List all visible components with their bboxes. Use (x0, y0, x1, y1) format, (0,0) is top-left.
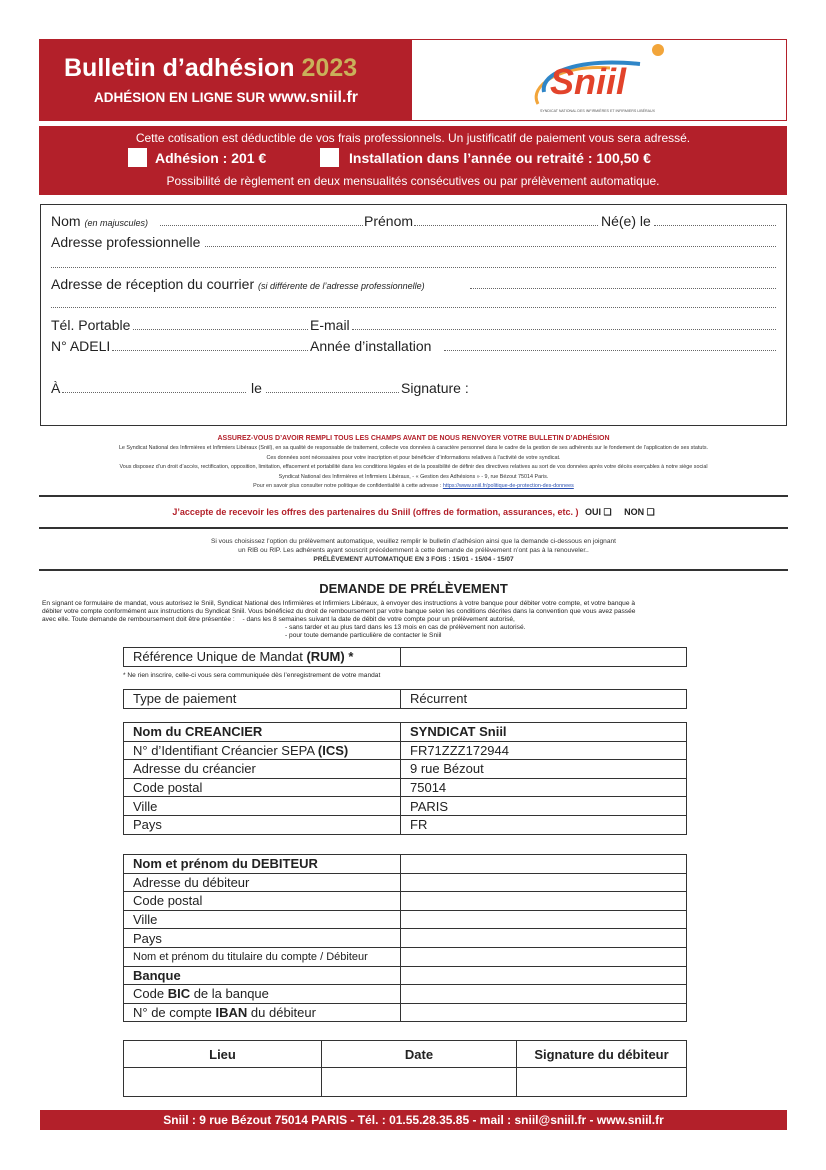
cotisation-band (39, 126, 787, 195)
bic-field[interactable] (401, 985, 687, 1004)
rum-field[interactable] (401, 648, 687, 667)
payment-type-table (123, 689, 687, 709)
banque-field[interactable] (401, 966, 687, 985)
nom-field[interactable] (160, 225, 363, 226)
adresse-pro-field[interactable] (205, 246, 776, 247)
nom-label: Nom (en majuscules) (51, 213, 148, 229)
table-row: Pays FR (124, 815, 687, 834)
warning-note: ASSUREZ-VOUS D’AVOIR REMPLI TOUS LES CHAMPS AVANT DE NOUS RENVOYER VOTRE BULLETIN D’ADHÉSION (217, 435, 610, 442)
debiteur-name-field[interactable] (401, 855, 687, 874)
payment-type-value: Récurrent (401, 690, 687, 709)
adresse-courrier-field[interactable] (470, 288, 776, 289)
lieu-header: Lieu (124, 1041, 322, 1068)
divider (39, 569, 788, 571)
debiteur-postcode-field[interactable] (401, 892, 687, 911)
website-link[interactable]: www.sniil.fr (268, 89, 358, 106)
date-header: Date (322, 1041, 517, 1068)
email-field[interactable] (352, 329, 776, 330)
footer-contact: Sniil : 9 rue Bézout 75014 PARIS - Tél. : 01.55.28.35.85 - mail : sniil@sniil.fr - www.sniil.fr (40, 1110, 787, 1130)
creancier-table (123, 722, 687, 835)
title-year: 2023 (301, 54, 358, 82)
table-row: N° de compte IBAN du débiteur (124, 1003, 687, 1022)
rum-table (123, 647, 687, 667)
adhesion-checkbox[interactable] (128, 148, 147, 167)
birthdate-field[interactable] (654, 225, 776, 226)
online-subtitle: ADHÉSION EN LIGNE SUR www.sniil.fr (94, 89, 358, 106)
tel-field[interactable] (133, 329, 308, 330)
adeli-field[interactable] (112, 350, 308, 351)
partners-oui-checkbox[interactable]: OUI ❑ (585, 507, 612, 517)
adresse-courrier-field-2[interactable] (51, 307, 776, 308)
prenom-field[interactable] (414, 225, 598, 226)
table-row: Code BIC de la banque (124, 985, 687, 1004)
table-row (124, 648, 687, 667)
rgpd-line-4: Syndicat National des Infirmières et Infirmiers Libéraux, - « Gestion des Adhésions » - 9, rue Bézout 75014 Paris. (278, 474, 549, 480)
mandat-title: DEMANDE DE PRÉLÈVEMENT (319, 581, 508, 596)
signature-header: Signature du débiteur (517, 1041, 687, 1068)
adresse-pro-field-2[interactable] (51, 267, 776, 268)
table-row: Ville (124, 910, 687, 929)
lieu-field[interactable] (62, 392, 246, 393)
deductible-note: Cette cotisation est déductible de vos frais professionnels. Un justificatif de paiement vous sera adressé. (135, 131, 691, 145)
table-row: Nom et prénom du DEBITEUR (124, 855, 687, 874)
payment-options-note: Possibilité de règlement en deux mensualités consécutives ou par prélèvement automatique. (166, 174, 660, 188)
partners-non-checkbox[interactable]: NON ❑ (624, 507, 655, 517)
sniil-logo (520, 42, 670, 118)
table-row: Code postal 75014 (124, 778, 687, 797)
signature-label: Signature : (401, 380, 469, 396)
signature-table (123, 1040, 687, 1097)
rgpd-line-1: Le Syndicat National des Infirmières et Infirmiers Libéraux (Sniil), en sa qualité de responsable de traitement, collecte vos données à caractère personnel dans le cadre de la gestion de ses adhérents sur le fondement de l’application de ses statuts. (118, 445, 709, 451)
table-row: Banque (124, 966, 687, 985)
table-row: Ville PARIS (124, 797, 687, 816)
rum-label: Référence Unique de Mandat (RUM) * (124, 648, 401, 667)
annee-label: Année d’installation (310, 338, 432, 354)
adresse-courrier-label: Adresse de réception du courrier (si différente de l’adresse professionnelle) (51, 276, 425, 292)
debiteur-address-field[interactable] (401, 873, 687, 892)
privacy-policy-link[interactable]: https://www.sniil.fr/politique-de-protection-des-donnees (442, 483, 574, 489)
svg-text:SYNDICAT NATIONAL DES INFIRMIÈ: SYNDICAT NATIONAL DES INFIRMIÈRES ET INFIRMIERS LIBÉRAUX (540, 109, 656, 113)
divider (39, 495, 788, 497)
annee-field[interactable] (444, 350, 776, 351)
adeli-label: N° ADELI (51, 338, 111, 354)
table-row (124, 1068, 687, 1097)
adhesion-price-label: Adhésion : 201 € (155, 150, 267, 166)
table-row: Adresse du créancier 9 rue Bézout (124, 760, 687, 779)
prelevement-note-1: Si vous choisissez l’option du prélèvement automatique, veuillez remplir le bulletin d’adhésion ainsi que la demande ci-dessous en joignant (210, 538, 617, 545)
installation-price-label: Installation dans l’année ou retraité : 100,50 € (349, 150, 651, 166)
tel-label: Tél. Portable (51, 317, 131, 333)
table-row (124, 1041, 687, 1068)
debiteur-table (123, 854, 687, 1022)
rgpd-line-5: Pour en savoir plus consulter notre politique de confidentialité à cette adresse : https://www.sniil.fr/politique-de-protection-des-donnees (253, 483, 574, 489)
table-row: Nom et prénom du titulaire du compte / Débiteur (124, 947, 687, 966)
divider (39, 527, 788, 529)
rum-note: * Ne rien inscrire, celle-ci vous sera communiquée dès l’enregistrement de votre mandat (123, 672, 381, 679)
table-row (124, 690, 687, 709)
payment-type-label: Type de paiement (124, 690, 401, 709)
prelevement-schedule: PRÉLÈVEMENT AUTOMATIQUE EN 3 FOIS : 15/01 - 15/04 - 15/07 (313, 556, 514, 563)
table-row: Code postal (124, 892, 687, 911)
partners-consent: J’accepte de recevoir les offres des partenaires du Sniil (offres de formation, assurances, etc. ) OUI ❑ NON ❑ (172, 507, 655, 517)
date-input[interactable] (322, 1068, 517, 1097)
installation-checkbox[interactable] (320, 148, 339, 167)
table-row: Nom du CREANCIER SYNDICAT Sniil (124, 723, 687, 742)
adresse-pro-label: Adresse professionnelle (51, 234, 201, 250)
mandat-intro: En signant ce formulaire de mandat, vous autorisez le Sniil, Syndicat National des Infirmières et Infirmiers Libéraux, à envoyer des instructions à votre banque pour débiter votre compte, et votre banque à débiter votre compte conformément aux instructions du Syndicat Sniil. Vous bénéficiez du droit de remboursement par votre banque selon les conditions décrites dans la convention que vous avez passée avec elle. Toute demande de remboursement doit être présentée : - dans les 8 semaines suivant la date de débit de votre compte pour un prélèvement autorisé, - sans tarder et au plus tard dans les 13 mois en cas de prélèvement non autorisé. - pour toute demande particulière de contacter le Sniil (42, 600, 636, 639)
rgpd-line-2: Ces données sont nécessaires pour votre inscription et pour bénéficier d’informations relatives à l’activité de votre syndicat. (266, 455, 561, 461)
prelevement-note-2: un RIB ou RIP. Les adhérents ayant souscrit précédemment à cette demande de prélèvement n’ont pas à la renouveler.. (238, 547, 589, 554)
date-field[interactable] (266, 392, 399, 393)
debiteur-country-field[interactable] (401, 929, 687, 948)
lieu-input[interactable] (124, 1068, 322, 1097)
debiteur-city-field[interactable] (401, 910, 687, 929)
birthdate-label: Né(e) le (601, 213, 651, 229)
iban-field[interactable] (401, 1003, 687, 1022)
table-row: Adresse du débiteur (124, 873, 687, 892)
svg-text:Sniil: Sniil (550, 61, 627, 102)
page-title: Bulletin d’adhésion 2023 (64, 54, 358, 82)
titulaire-field[interactable] (401, 947, 687, 966)
rgpd-line-3: Vous disposez d’un droit d’accès, rectification, opposition, limitation, effacement et portabilité dans les conditions légales et de la possibilité de définir des directives relatives au sort de vos données après votre décès exerçables à notre siège social (119, 464, 708, 470)
table-row: N° d’Identifiant Créancier SEPA (ICS) FR71ZZZ172944 (124, 741, 687, 760)
date-label: le (251, 380, 262, 396)
email-label: E-mail (310, 317, 350, 333)
table-row: Pays (124, 929, 687, 948)
prenom-label: Prénom (364, 213, 414, 229)
lieu-label: À (51, 380, 61, 396)
signature-input[interactable] (517, 1068, 687, 1097)
